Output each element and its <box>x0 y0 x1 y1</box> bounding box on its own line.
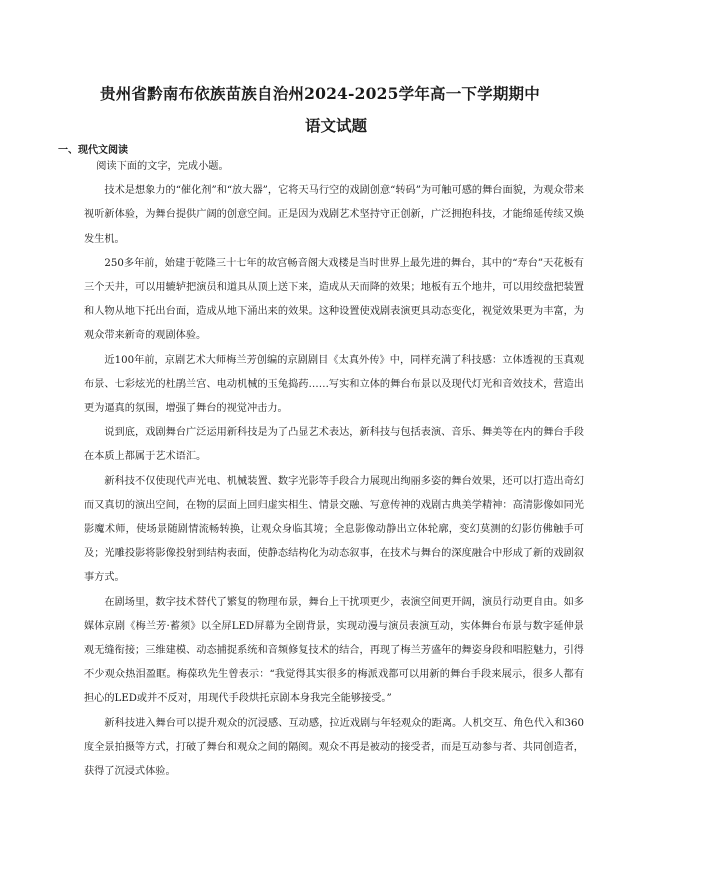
passage-paragraph-4: 说到底，戏剧舞台广泛运用新科技是为了凸显艺术表达，新科技与包括表演、音乐、舞美等在内的舞台手段在本质上都属于艺术语汇。 <box>84 427 584 463</box>
passage-paragraph-7: 新科技进入舞台可以提升观众的沉浸感、互动感，拉近戏剧与年轻观众的距离。人机交互、角色代入和360度全景拍摄等方式，打破了舞台和观众之间的隔阂。观众不再是被动的接受者，而是互动参与者、共同创造者，获得了沉浸式体验。 <box>84 717 584 778</box>
document-subtitle: 语文试题 <box>305 116 368 135</box>
reading-passage <box>84 155 584 784</box>
passage-paragraph-2: 250多年前，始建于乾隆三十七年的故宫畅音阁大戏楼是当时世界上最先进的舞台，其中的“寿台”天花板有三个天井，可以用辘轳把演员和道具从顶上送下来，造成从天而降的效果；地板有五个地井，可以用绞盘把装置和人物从地下托出台面，造成从地下涌出来的效果。这种设置使戏剧表演更具动态变化，视觉效果更为丰富，为观众带来新奇的观剧体验。 <box>84 257 584 342</box>
section-heading: 一、现代文阅读 <box>58 145 128 156</box>
passage-paragraph-1: 技术是想象力的“催化剂”和“放大器”，它将天马行空的戏剧创意“转码”为可触可感的舞台面貌，为观众带来视听新体验，为舞台提供广阔的创意空间。正是因为戏剧艺术坚持守正创新，广泛拥抱科技，才能绵延传续又焕发生机。 <box>84 185 584 245</box>
passage-paragraph-3: 近100年前，京剧艺术大师梅兰芳创编的京剧剧目《太真外传》中，同样充满了科技感：立体透视的玉真观布景、七彩炫光的杜鹃兰宫、电动机械的玉兔捣药……写实和立体的舞台布景以及现代灯光和音效技术，营造出更为逼真的氛围，增强了舞台的视觉冲击力。 <box>84 354 584 415</box>
passage-paragraph-5: 新科技不仅使现代声光电、机械装置、数字光影等手段合力展现出绚丽多姿的舞台效果，还可以打造出奇幻而又真切的演出空间，在物的层面上回归虚实相生、情景交融、写意传神的戏剧古典美学精神：高清影像如同光影魔术师，使场景随剧情流畅转换，让观众身临其境；全息影像动静出立体轮廓，变幻莫测的幻影仿佛触手可及；光雕投影将影像投射到结构表面，使静态结构化为动态叙事，在技术与舞台的深度融合中形成了新的戏剧叙事方式。 <box>84 475 584 584</box>
document-title: 贵州省黔南布依族苗族自治州2024-2025学年高一下学期期中 <box>100 84 540 103</box>
passage-paragraph-6: 在剧场里，数字技术替代了繁复的物理布景，舞台上干扰项更少，表演空间更开阔，演员行动更自由。如多媒体京剧《梅兰芳·蓄须》以全屏LED屏幕为全剧背景，实现动漫与演员表演互动，实体舞台布景与数字延伸景观无缝衔接；三维建模、动态捕捉系统和音频修复技术的结合，再现了梅兰芳盛年的舞姿身段和唱腔魅力，引得不少观众热泪盈眶。梅葆玖先生曾表示：“我觉得其实很多的梅派戏都可以用新的舞台手段来展示，很多人都有担心的LED或并不反对，用现代手段烘托京剧本身我完全能够接受。” <box>84 596 584 705</box>
instruction-paragraph: 阅读下面的文字，完成小题。 <box>96 161 229 172</box>
